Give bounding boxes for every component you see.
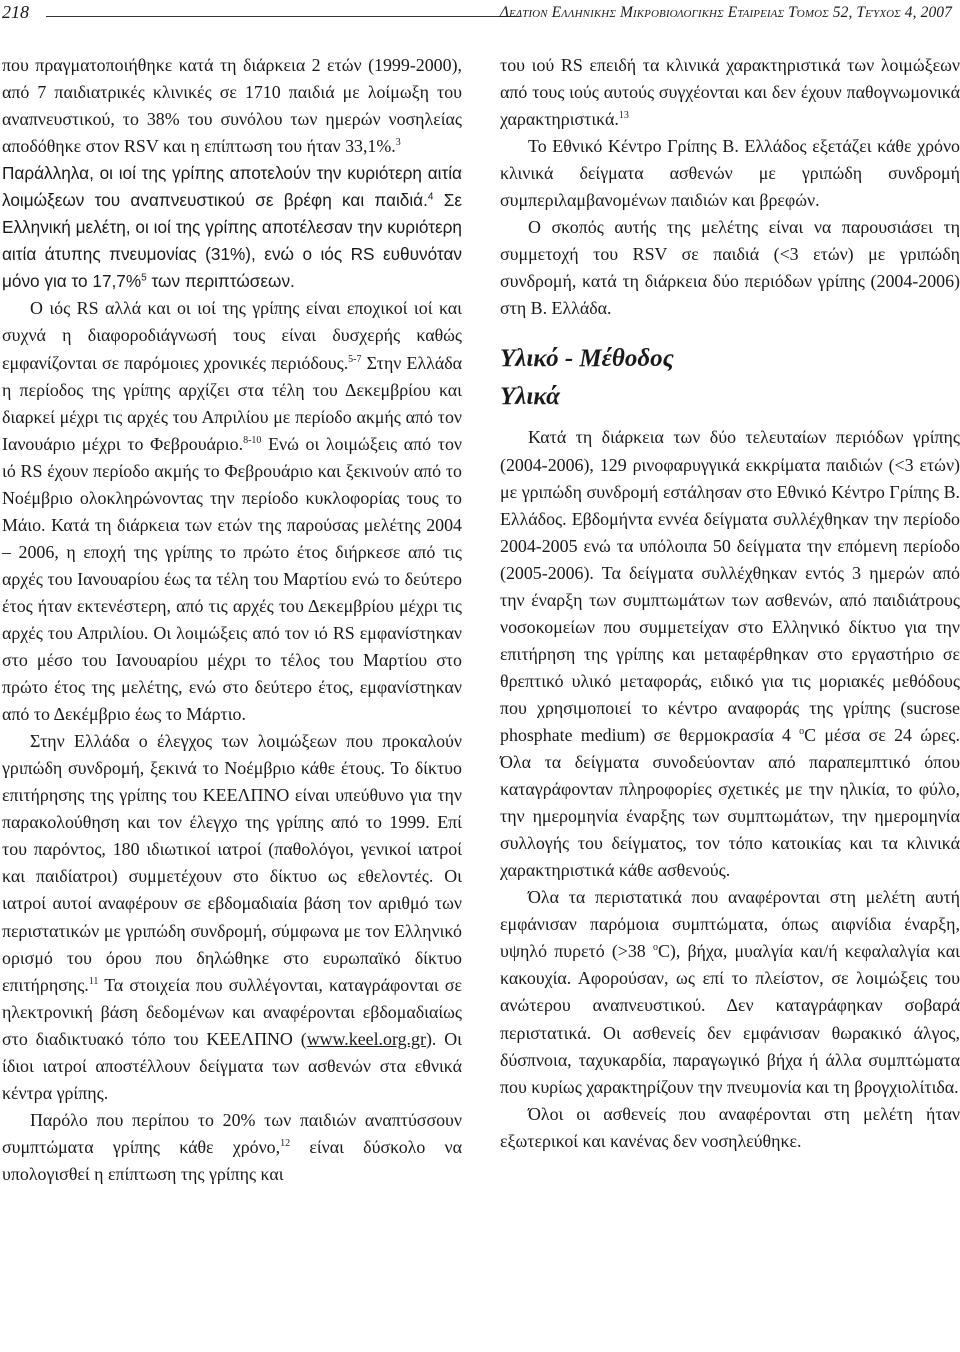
citation: 8-10 <box>243 434 262 446</box>
keelpno-link[interactable]: www.keel.org.gr <box>306 1028 426 1049</box>
text: C μέσα σε 24 ώρες. Όλα τα δείγματα συνοδεύονταν από παραπεμπτικό όπου καταγράφονταν πληροφορίες σχετικές με την ηλικία, το φύλο, την ημερομηνία έναρξης των συμπτωμάτων, την ημερομηνία συλλογής του δείγματος, τον τόπο κατοικίας και τα κλινικά χαρακτηριστικά κάθε ασθενούς. <box>500 724 960 881</box>
paragraph <box>2 295 462 728</box>
paragraph <box>2 728 462 1107</box>
running-header <box>0 0 960 30</box>
paragraph <box>500 52 960 133</box>
degree-sign: o <box>652 942 658 954</box>
citation: 12 <box>280 1137 291 1149</box>
text: Τα στοιχεία που συλλέγονται, καταγράφονται σε ηλεκτρονική βάση δεδομένων και αναφέρονται εβδομαδιαίως στο διαδικτυακό τόπο του ΚΕΕΛΠΝΟ ( <box>2 974 462 1049</box>
paragraph <box>2 1107 462 1188</box>
text: ). Οι ίδιοι ιατροί αποστέλλουν δείγματα των ασθενών στα εθνικά κέντρα γρίπης. <box>2 1028 462 1103</box>
text: Παρόλο που περίπου το 20% των παιδιών αναπτύσσουν συμπτώματα γρίπης κάθε χρόνο, <box>2 1109 462 1157</box>
section-title: Υλικό - Μέθοδος <box>500 345 674 373</box>
paragraph <box>500 424 960 884</box>
paragraph: Το Εθνικό Κέντρο Γρίπης Β. Ελλάδος εξετάζει κάθε χρόνο κλινικά δείγματα ασθενών με γριπώδη συνδρομή συμπεριλαμβανομένων παιδιών και βρεφών. <box>500 136 960 211</box>
citation: 4 <box>427 191 434 203</box>
paragraph <box>2 160 462 295</box>
text: των περιπτώσεων. <box>151 271 295 292</box>
header-rule <box>46 16 520 17</box>
text: Στην Ελλάδα η περίοδος της γρίπης αρχίζει στα τέλη του Δεκεμβρίου και διαρκεί μέχρι τις αρχές του Απριλίου με περίοδο ακμής από τον Ιανουάριο μέχρι το Φεβρουάριο. <box>2 352 462 454</box>
text: Σε Ελληνική μελέτη, οι ιοί της γρίπης αποτέλεσαν την κυριότερη αιτία άτυπης πνευμονίας (31%), ενώ ο ιός RS ευθυνόταν μόνο για το 17,7% <box>2 190 462 292</box>
paragraph <box>2 52 462 160</box>
text: Ο ιός RS αλλά και οι ιοί της γρίπης είναι εποχικοί ιοί και συχνά η διαφοροδιάγνωσή τους είναι δυσχερής καθώς εμφανίζονται σε παρόμοιες χρονικές περιόδους. <box>2 298 462 373</box>
text: Ενώ οι λοιμώξεις από τον ιό RS έχουν περίοδο ακμής το Φεβρουάριο και ξεκινούν από το Νοέμβριο ολοκληρώνοντας την περίοδο κυκλοφορίας τους το Μάιο. Κατά τη διάρκεια των ετών της παρούσας μελέτης 2004 – 2006, η εποχή της γρίπης το πρώτο έτος διήρκεσε από τις αρχές του Ιανουαρίου έως τα τέλη του Μαρτίου ενώ το δεύτερο έτος ήταν εκτενέστερη, από τις αρχές του Δεκεμβρίου μέχρι τις αρχές του Απριλίου. Οι λοιμώξεις από τον ιό RS εμφανίστηκαν στο μέσο του Ιανουαρίου μέχρι το τέλος του Μαρτίου στο πρώτο έτος της μελέτης, ενώ στο δεύτερο έτος, εμφανίστηκαν από το Δεκέμβριο έως το Μάρτιο. <box>2 433 462 725</box>
text: είναι δύσκολο να υπολογισθεί η επίπτωση της γρίπης και <box>2 1136 462 1184</box>
degree-sign: o <box>799 726 805 738</box>
journal-title: Δελτιον Ελληνικης Μικροβιολογικης Εταιρειας Τόμος 52, Τεύχος 4, 2007 <box>499 4 952 21</box>
text: του ιού RS επειδή τα κλινικά χαρακτηριστικά των λοιμώξεων από τους ιούς αυτούς συγχέονται και δεν έχουν παθογνωμονικά χαρακτηριστικά. <box>500 55 960 130</box>
citation: 5 <box>141 272 147 284</box>
citation: 13 <box>618 110 629 122</box>
text: Κατά τη διάρκεια των δύο τελευταίων περιόδων γρίπης (2004-2006), 129 ρινοφαρυγγικά εκκρίματα παιδιών (<3 ετών) με γριπώδη συνδρομή εστάλησαν στο Εθνικό Κέντρο Γρίπης Β. Ελλάδος. Εβδομήντα εννέα δείγματα συλλέχθηκαν την περίοδο 2004-2005 ενώ τα υπόλοιπα 50 δείγματα την επόμενη περίοδο (2005-2006). Τα δείγματα συλλέχθηκαν εντός 3 ημερών από την έναρξη των συμπτωμάτων των ασθενών, από παιδιάτρους νοσοκομείων που συμμετείχαν στο Ελληνικό δίκτυο για την επιτήρηση της γρίπης και μεταφέρθηκαν στο εργαστήριο σε θρεπτικό υλικό μεταφοράς, ειδικό για τις μοριακές μεθόδους που χρησιμοποιεί το κέντρο αναφοράς της γρίπης (sucrose phosphate medium) σε θερμοκρασία 4 <box>500 427 960 745</box>
left-column <box>2 52 462 1188</box>
page-number: 218 <box>2 2 29 22</box>
paragraph: Ο σκοπός αυτής της μελέτης είναι να παρουσιάσει τη συμμετοχή του RSV σε παιδιά (<3 ετών) με γριπώδη συνδρομή, κατά τη διάρκεια δύο περιόδων γρίπης (2004-2006) στη Β. Ελλάδα. <box>500 217 960 319</box>
right-column <box>500 52 960 1155</box>
text: Στην Ελλάδα ο έλεγχος των λοιμώξεων που προκαλούν γριπώδη συνδρομή, ξεκινά το Νοέμβριο κάθε έτους. Το δίκτυο επιτήρησης της γρίπης του ΚΕΕΛΠΝΟ είναι υπεύθυνο για την παρακολούθηση και τον έλεγχο της γρίπης από το 1999. Επί του παρόντος, 180 ιδιωτικοί ιατροί (παθολόγοι, γενικοί ιατροί και παιδίατροι) συμμετέχουν στο δίκτυο ως εθελοντές. Οι ιατροί αυτοί αναφέρουν σε εβδομαδιαία βάση τον αριθμό των περιστατικών με γριπώδη συνδρομή, σύμφωνα με τον Ελληνικό ορισμό του όρου που δηλώθηκε στο ευρωπαϊκό δίκτυο επιτήρησης. <box>2 731 462 995</box>
paragraph <box>500 884 960 1100</box>
text: Όλα τα περιστατικά που αναφέρονται στη μελέτη αυτή εμφάνισαν παρόμοια συμπτώματα, όπως αιφνίδια έναρξη, υψηλό πυρετό (>38 <box>500 887 960 962</box>
text: που πραγματοποιήθηκε κατά τη διάρκεια 2 ετών (1999-2000), από 7 παιδιατρικές κλινικές σε 1710 παιδιά με λοίμωξη του αναπνευστικού, το 38% του συνόλου των ημερών νοσηλείας αποδόθηκε στον RSV και η επίπτωση του ήταν 33,1%. <box>2 55 462 157</box>
subsection-title: Υλικά <box>500 383 560 411</box>
citation: 5-7 <box>348 353 362 365</box>
paragraph: Όλοι οι ασθενείς που αναφέρονται στη μελέτη ήταν εξωτερικοί και κανένας δεν νοσηλεύθηκε. <box>500 1103 960 1151</box>
citation: 11 <box>88 975 99 987</box>
citation: 3 <box>395 137 401 149</box>
text: C), βήχα, μυαλγία και/ή κεφαλαλγία και κακουχία. Αφορούσαν, ως επί το πλείστον, σε λοιμώξεις του ανώτερου αναπνευστικού. Δεν καταγράφηκαν σοβαρά περιστατικά. Οι ασθενείς δεν εμφάνισαν θωρακικό άλγος, δύσπνοια, ταχυκαρδία, παραγωγικό βήχα ή άλλα συμπτώματα που κυρίως χαρακτηρίζουν την πνευμονία και τη βρογχιολίτιδα. <box>500 941 960 1097</box>
text: Παράλληλα, οι ιοί της γρίπης αποτελούν την κυριότερη αιτία λοιμώξεων του αναπνευστικού σε βρέφη και παιδιά. <box>2 163 462 211</box>
